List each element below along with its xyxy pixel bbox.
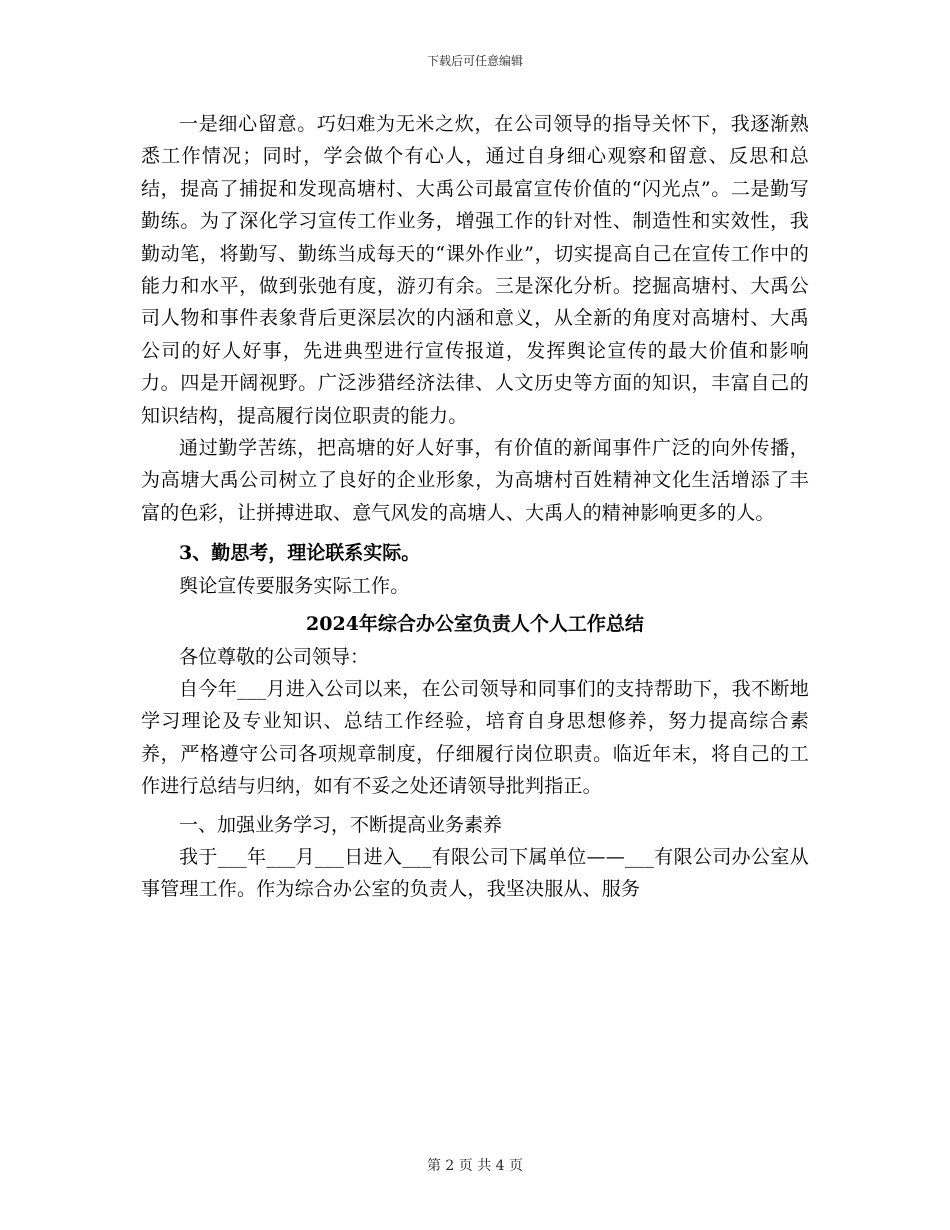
paragraph-5: 我于___年___月___日进入___有限公司下属单位——___有限公司办公室从事管理工作。作为综合办公室的负责人，我坚决服从、服务 [141, 845, 809, 901]
page-footer: 第 2 页 共 4 页 [426, 1158, 524, 1174]
paragraph-3: 舆论宣传要服务实际工作。 [179, 574, 410, 597]
page-header: 下载后可任意编辑 [426, 54, 523, 68]
salutation: 各位尊敬的公司领导： [179, 645, 370, 668]
document-body [141, 108, 809, 906]
section-heading-1: 一、加强业务学习，不断提高业务素养 [179, 813, 503, 836]
document-title: 2024年综合办公室负责人个人工作总结 [306, 613, 644, 636]
paragraph-2: 通过勤学苦练，把高塘的好人好事，有价值的新闻事件广泛的向外传播，为高塘大禹公司树立了良好的企业形象，为高塘村百姓精神文化生活增添了丰富的色彩，让拼搏进取、意气风发的高塘人、大禹人的精神影响更多的人。 [141, 437, 809, 524]
paragraph-1: 一是细心留意。巧妇难为无米之炊，在公司领导的指导关怀下，我逐渐熟悉工作情况；同时，学会做个有心人，通过自身细心观察和留意、反思和总结，提高了捕捉和发现高塘村、大禹公司最富宣传价值的“闪光点”。二是勤写勤练。为了深化学习宣传工作业务，增强工作的针对性、制造性和实效性，我勤动笔，将勤写、勤练当成每天的“课外作业”，切实提高自己在宣传工作中的能力和水平，做到张弛有度，游刃有余。三是深化分析。挖掘高塘村、大禹公司人物和事件表象背后更深层次的内涵和意义，从全新的角度对高塘村、大禹公司的好人好事，先进典型进行宣传报道，发挥舆论宣传的最大价值和影响力。四是开阔视野。广泛涉猎经济法律、人文历史等方面的知识，丰富自己的知识结构，提高履行岗位职责的能力。 [141, 113, 809, 427]
paragraph-4: 自今年___月进入公司以来，在公司领导和同事们的支持帮助下，我不断地学习理论及专业知识、总结工作经验，培育自身思想修养，努力提高综合素养，严格遵守公司各项规章制度，仔细履行岗位职责。临近年末，将自己的工作进行总结与归纳，如有不妥之处还请领导批判指正。 [141, 677, 809, 798]
subheading-3: 3、勤思考，理论联系实际。 [179, 542, 421, 565]
